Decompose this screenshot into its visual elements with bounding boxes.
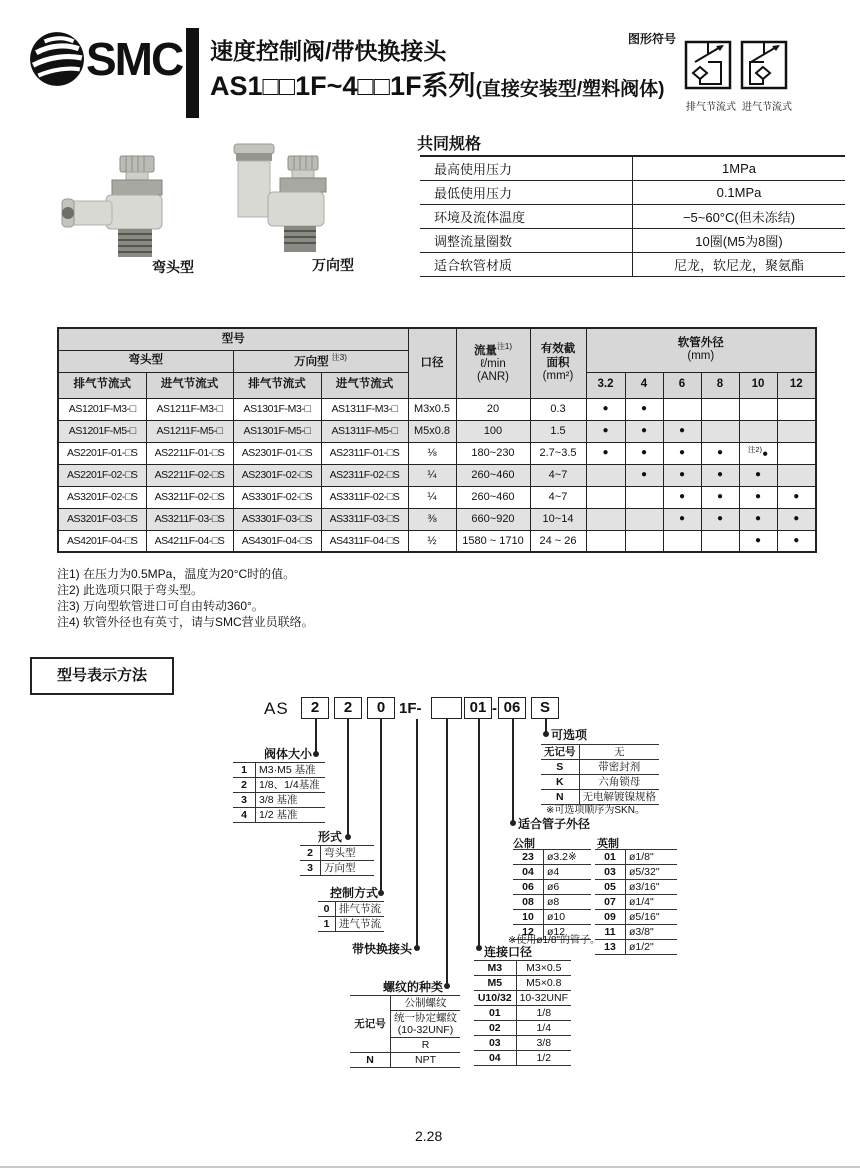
th-intake: 进气节流式 <box>321 372 408 398</box>
model-cell: AS3201F-03-□S <box>58 508 146 530</box>
title-divider-bar <box>186 28 199 118</box>
page-number: 2.28 <box>415 1128 443 1144</box>
dot-cell: ● <box>739 464 777 486</box>
dot-cell <box>663 530 701 552</box>
body-type-table <box>300 845 374 876</box>
table-row <box>58 420 816 442</box>
spec-label: 适合软管材质 <box>420 253 633 277</box>
area-cell: 24 ~ 26 <box>530 530 586 552</box>
connector-dot <box>510 820 516 826</box>
option-value: ø1/2" <box>626 940 678 955</box>
option-value: 进气节流 <box>336 917 385 932</box>
connector-line <box>315 719 317 753</box>
part-number-box-option: S <box>531 697 559 719</box>
option-key: 3 <box>233 793 256 808</box>
option-value: ø3/8" <box>626 925 678 940</box>
option-value: 弯头型 <box>321 846 375 861</box>
port-size-label: 连接口径 <box>484 945 533 959</box>
part-number-box-port: 01 <box>464 697 492 719</box>
port-cell: M3x0.5 <box>408 398 456 420</box>
option-key: 无记号 <box>541 745 579 760</box>
dot-cell: ● <box>663 442 701 464</box>
th-exhaust: 排气节流式 <box>58 372 146 398</box>
universal-photo-label: 万向型 <box>312 257 354 273</box>
dot-cell: ● <box>586 398 625 420</box>
flow-cell: 660~920 <box>456 508 530 530</box>
option-key: M3 <box>474 961 516 976</box>
th-size: 3.2 <box>586 372 625 398</box>
intake-symbol-label: 进气节流式 <box>742 102 792 113</box>
model-cell: AS2301F-01-□S <box>233 442 321 464</box>
bottom-rule <box>0 1166 860 1168</box>
universal-photo <box>220 138 340 264</box>
option-key: 01 <box>474 1006 516 1021</box>
spec-value: 尼龙，软尼龙，聚氨酯 <box>633 253 846 277</box>
th-size: 10 <box>739 372 777 398</box>
option-key: 06 <box>513 880 544 895</box>
dot-cell: $^{注2)}$● <box>739 442 777 464</box>
option-value: ø8 <box>544 895 592 910</box>
spec-row <box>420 229 845 253</box>
part-number-mid: 1F- <box>399 700 422 717</box>
port-cell: ⅜ <box>408 508 456 530</box>
option-value: ø6 <box>544 880 592 895</box>
common-spec-table <box>420 155 845 277</box>
option-key: 03 <box>595 865 626 880</box>
area-cell: 0.3 <box>530 398 586 420</box>
flow-cell: 180~230 <box>456 442 530 464</box>
table-row <box>58 508 816 530</box>
table-row <box>58 530 816 552</box>
flow-cell: 1580 ~ 1710 <box>456 530 530 552</box>
dot-note-sup: 注2) <box>747 445 763 455</box>
option-value: 10-32UNF <box>516 991 571 1006</box>
table-row <box>58 464 816 486</box>
model-cell: AS1311F-M3-□ <box>321 398 408 420</box>
smc-logo <box>28 30 182 88</box>
connector-dot <box>313 751 319 757</box>
option-key: 无记号 <box>350 996 391 1053</box>
model-cell: AS2201F-01-□S <box>58 442 146 464</box>
tube-metric-label: 公制 <box>513 838 535 850</box>
option-value: ø3/16" <box>626 880 678 895</box>
options-note: ※可选项顺序为SKN。 <box>546 805 645 816</box>
part-number-box-control: 0 <box>367 697 395 719</box>
part-number-dash: - <box>492 700 497 717</box>
option-key: 1 <box>233 763 256 778</box>
model-cell: AS3301F-02-□S <box>233 486 321 508</box>
options-table <box>541 744 659 805</box>
dot-cell: ● <box>625 420 663 442</box>
option-value: 六角锁母 <box>579 775 659 790</box>
dot-cell: ● <box>739 486 777 508</box>
part-number-box-thread <box>431 697 462 719</box>
model-cell: AS3311F-03-□S <box>321 508 408 530</box>
doc-title: 速度控制阀/带快换接头 <box>210 38 447 64</box>
model-cell: AS2311F-01-□S <box>321 442 408 464</box>
logo-swoosh-icon <box>28 30 86 88</box>
option-key: 23 <box>513 850 544 865</box>
option-value: 1/8 <box>516 1006 571 1021</box>
dot-cell <box>777 420 816 442</box>
th-size: 6 <box>663 372 701 398</box>
model-cell: AS1201F-M3-□ <box>58 398 146 420</box>
option-value: ø1/8" <box>626 850 678 865</box>
option-value: ø10 <box>544 910 592 925</box>
dot-cell: ● <box>663 420 701 442</box>
port-cell: ⅛ <box>408 442 456 464</box>
tube-inch-table <box>595 849 677 955</box>
th-tube-od: 软管外径 (mm) <box>586 328 816 372</box>
port-cell: ½ <box>408 530 456 552</box>
table-row <box>58 442 816 464</box>
port-cell: ¼ <box>408 464 456 486</box>
dot-cell <box>701 398 739 420</box>
model-cell: AS3311F-02-□S <box>321 486 408 508</box>
th-size: 4 <box>625 372 663 398</box>
option-key: M5 <box>474 976 516 991</box>
dot-cell: ● <box>625 442 663 464</box>
option-value: 1/8、1/4基准 <box>256 778 326 793</box>
dot-cell: ● <box>586 420 625 442</box>
ordering-section-title: 型号表示方法 <box>30 657 174 695</box>
graphic-symbols-title: 图形符号 <box>628 32 677 46</box>
quick-connector-label: 带快换接头 <box>352 942 413 956</box>
option-value: R <box>391 1038 461 1053</box>
dot-cell: ● <box>777 530 816 552</box>
model-cell: AS3211F-03-□S <box>146 508 233 530</box>
option-value: 1/4 <box>516 1021 571 1036</box>
option-key: 12 <box>513 925 544 940</box>
option-key: U10/32 <box>474 991 516 1006</box>
dot-cell <box>625 508 663 530</box>
model-cell: AS4301F-04-□S <box>233 530 321 552</box>
dot-cell: ● <box>777 508 816 530</box>
dot-cell <box>586 464 625 486</box>
note-line: 注1) 在压力为0.5MPa，温度为20°C时的值。 <box>57 567 296 581</box>
th-intake: 进气节流式 <box>146 372 233 398</box>
dot-cell: ● <box>586 442 625 464</box>
option-key: 04 <box>474 1051 516 1066</box>
model-cell: AS2301F-02-□S <box>233 464 321 486</box>
valve-size-label: 阀体大小 <box>264 747 313 761</box>
connector-dot <box>378 890 384 896</box>
connector-line <box>380 719 382 892</box>
dot-cell <box>777 398 816 420</box>
th-exhaust: 排气节流式 <box>233 372 321 398</box>
option-value: 万向型 <box>321 861 375 876</box>
part-number-box-size: 2 <box>301 697 329 719</box>
note-line: 注4) 软管外径也有英寸，请与SMC营业员联络。 <box>57 615 314 629</box>
elbow-photo <box>58 146 188 268</box>
area-cell: 4~7 <box>530 464 586 486</box>
option-value: 无 <box>579 745 659 760</box>
spec-label: 调整流量圈数 <box>420 229 633 253</box>
th-size: 8 <box>701 372 739 398</box>
tube-metric-table <box>513 849 591 940</box>
option-key: 4 <box>233 808 256 823</box>
connector-dot <box>414 945 420 951</box>
connector-line <box>446 719 448 985</box>
option-value: 3/8 基准 <box>256 793 326 808</box>
th-flow: 流量$^{注1)}$ ℓ/min (ANR) <box>456 328 530 398</box>
option-value: 统一协定螺纹 (10-32UNF) <box>391 1011 461 1038</box>
options-label: 可选项 <box>551 728 588 742</box>
spec-value: 10圈(M5为8圈) <box>633 229 846 253</box>
option-key: 11 <box>595 925 626 940</box>
model-cell: AS4311F-04-□S <box>321 530 408 552</box>
model-cell: AS3201F-02-□S <box>58 486 146 508</box>
model-cell: AS1211F-M5-□ <box>146 420 233 442</box>
note-line: 注2) 此选项只限于弯头型。 <box>57 583 204 597</box>
control-label: 控制方式 <box>330 886 379 900</box>
spec-value: −5~60°C(但未冻结) <box>633 205 846 229</box>
exhaust-throttle-symbol-icon <box>684 40 732 92</box>
option-value: ø12 <box>544 925 592 940</box>
port-cell: M5x0.8 <box>408 420 456 442</box>
series-title-paren: (直接安装型/塑料阀体) <box>475 79 665 100</box>
exhaust-symbol-label: 排气节流式 <box>686 102 736 113</box>
option-key: 02 <box>474 1021 516 1036</box>
option-value: 无电解镀镍规格 <box>579 790 659 805</box>
dot-cell <box>625 486 663 508</box>
flow-cell: 100 <box>456 420 530 442</box>
option-value: 公制螺纹 <box>391 996 461 1011</box>
model-cell: AS1301F-M3-□ <box>233 398 321 420</box>
valve-size-table <box>233 762 325 823</box>
table-row <box>58 398 816 420</box>
model-cell: AS2311F-02-□S <box>321 464 408 486</box>
tube-metric-note: ※使用ø1/8"的管子。 <box>508 935 600 946</box>
dot-cell <box>701 530 739 552</box>
th-universal: 万向型 $^{注3)}$ <box>233 350 408 372</box>
model-cell: AS2211F-02-□S <box>146 464 233 486</box>
option-value: ø1/4" <box>626 895 678 910</box>
flow-cell: 20 <box>456 398 530 420</box>
elbow-photo-label: 弯头型 <box>152 259 194 275</box>
spec-label: 最高使用压力 <box>420 156 633 181</box>
dot-cell <box>777 464 816 486</box>
dot-cell: ● <box>663 464 701 486</box>
model-cell: AS1311F-M5-□ <box>321 420 408 442</box>
spec-label: 最低使用压力 <box>420 181 633 205</box>
th-area: 有效截 面积 (mm²) <box>530 328 586 398</box>
connector-line <box>347 719 349 836</box>
dot-cell <box>625 530 663 552</box>
dot-cell <box>701 420 739 442</box>
tube-od-label: 适合管子外径 <box>518 817 591 831</box>
option-key: 01 <box>595 850 626 865</box>
table-row <box>58 486 816 508</box>
option-key: 0 <box>318 902 336 917</box>
option-key: 09 <box>595 910 626 925</box>
option-value: 3/8 <box>516 1036 571 1051</box>
th-size: 12 <box>777 372 816 398</box>
model-cell: AS1301F-M5-□ <box>233 420 321 442</box>
model-cell: AS2201F-02-□S <box>58 464 146 486</box>
intake-throttle-symbol-icon <box>740 40 788 92</box>
option-key: 05 <box>595 880 626 895</box>
dot-cell: ● <box>701 508 739 530</box>
flow-cell: 260~460 <box>456 464 530 486</box>
connector-dot <box>345 834 351 840</box>
tube-inch-label: 英制 <box>597 838 619 850</box>
thread-type-label: 螺纹的种类 <box>383 980 444 994</box>
area-cell: 2.7~3.5 <box>530 442 586 464</box>
th-elbow: 弯头型 <box>58 350 233 372</box>
model-cell: AS1211F-M3-□ <box>146 398 233 420</box>
model-cell: AS4201F-04-□S <box>58 530 146 552</box>
dot-cell: ● <box>739 530 777 552</box>
spec-value: 1MPa <box>633 156 846 181</box>
th-model: 型号 <box>58 328 408 350</box>
option-key: 07 <box>595 895 626 910</box>
logo-text: SMC <box>86 33 183 85</box>
dot-cell <box>739 398 777 420</box>
spec-label: 环境及流体温度 <box>420 205 633 229</box>
dot-cell: ● <box>777 486 816 508</box>
series-title <box>210 64 665 103</box>
area-cell: 1.5 <box>530 420 586 442</box>
option-value: M3·M5 基准 <box>256 763 326 778</box>
option-key: 3 <box>300 861 321 876</box>
thread-type-table <box>350 995 460 1068</box>
option-value: M3×0.5 <box>516 961 571 976</box>
dot-cell: ● <box>663 508 701 530</box>
part-number-prefix: AS <box>264 699 289 718</box>
area-cell: 10~14 <box>530 508 586 530</box>
spec-row <box>420 181 845 205</box>
dot-cell <box>586 508 625 530</box>
model-cell: AS1201F-M5-□ <box>58 420 146 442</box>
dot-cell: ● <box>701 486 739 508</box>
dot-cell: ● <box>625 398 663 420</box>
th-port: 口径 <box>408 328 456 398</box>
option-value: ø5/32" <box>626 865 678 880</box>
option-value: NPT <box>391 1053 461 1068</box>
body-type-label: 形式 <box>318 830 343 844</box>
connector-line <box>512 719 514 822</box>
option-key: N <box>541 790 579 805</box>
option-value: 1/2 基准 <box>256 808 326 823</box>
connector-line <box>478 719 480 947</box>
part-number-box-tube: 06 <box>498 697 526 719</box>
spec-value: 0.1MPa <box>633 181 846 205</box>
dot-cell: ● <box>625 464 663 486</box>
dot-cell <box>739 420 777 442</box>
control-table <box>318 901 384 932</box>
dot-cell <box>586 486 625 508</box>
option-key: 04 <box>513 865 544 880</box>
dot-cell: ● <box>663 486 701 508</box>
option-value: 带密封剂 <box>579 760 659 775</box>
option-key: N <box>350 1053 391 1068</box>
spec-row <box>420 156 845 181</box>
model-table <box>57 327 817 553</box>
flow-cell: 260~460 <box>456 486 530 508</box>
dot-cell: ● <box>701 442 739 464</box>
port-size-table <box>474 960 571 1066</box>
part-number-box-type: 2 <box>334 697 362 719</box>
option-key: 03 <box>474 1036 516 1051</box>
option-key: 2 <box>233 778 256 793</box>
spec-row <box>420 253 845 277</box>
spec-row <box>420 205 845 229</box>
option-value: M5×0.8 <box>516 976 571 991</box>
option-value: 排气节流 <box>336 902 385 917</box>
connector-dot <box>444 983 450 989</box>
option-key: 1 <box>318 917 336 932</box>
model-cell: AS4211F-04-□S <box>146 530 233 552</box>
dot-cell: ● <box>701 464 739 486</box>
option-value: ø3.2※ <box>544 850 592 865</box>
table-header-row <box>58 328 816 350</box>
connector-dot <box>476 945 482 951</box>
connector-line <box>416 719 418 947</box>
option-key: S <box>541 760 579 775</box>
option-value: 1/2 <box>516 1051 571 1066</box>
dot-cell <box>586 530 625 552</box>
option-key: 2 <box>300 846 321 861</box>
model-cell: AS3301F-03-□S <box>233 508 321 530</box>
common-spec-title: 共同规格 <box>417 136 482 153</box>
series-title-main: AS1□□1F~4□□1F系列 <box>210 71 476 101</box>
dot-cell <box>777 442 816 464</box>
option-key: 08 <box>513 895 544 910</box>
area-cell: 4~7 <box>530 486 586 508</box>
option-value: ø5/16" <box>626 910 678 925</box>
model-cell: AS2211F-01-□S <box>146 442 233 464</box>
option-key: 10 <box>513 910 544 925</box>
port-cell: ¼ <box>408 486 456 508</box>
dot-cell: ● <box>739 508 777 530</box>
model-cell: AS3211F-02-□S <box>146 486 233 508</box>
option-key: K <box>541 775 579 790</box>
option-value: ø4 <box>544 865 592 880</box>
connector-dot <box>543 731 549 737</box>
note-line: 注3) 万向型软管进口可自由转动360°。 <box>57 599 264 613</box>
option-key: 13 <box>595 940 626 955</box>
dot-cell <box>663 398 701 420</box>
